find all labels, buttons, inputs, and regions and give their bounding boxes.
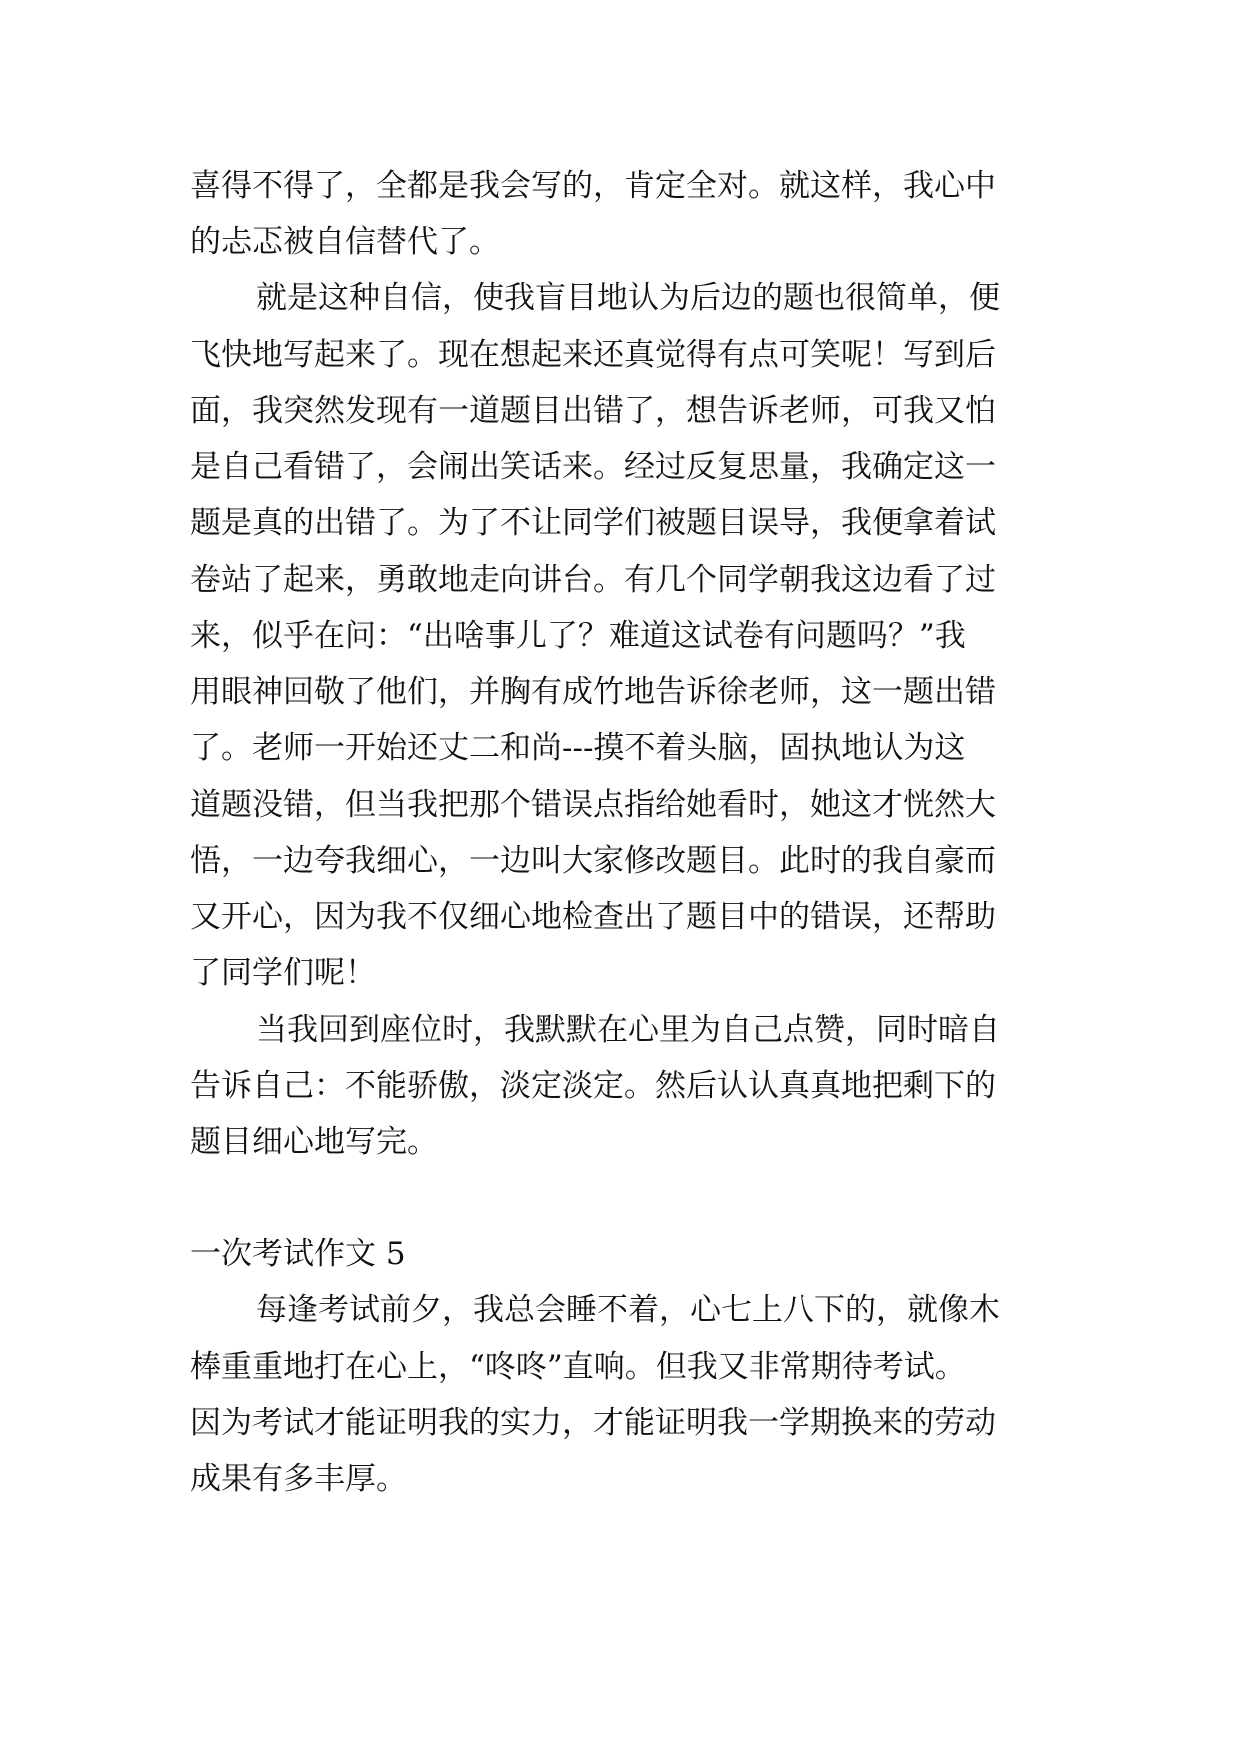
paragraph-line: 悟，一边夸我细心，一边叫大家修改题目。此时的我自豪而: [190, 843, 996, 879]
paragraph-line: 就是这种自信，使我盲目地认为后边的题也很简单，便: [256, 280, 1000, 316]
paragraph-line: 每逢考试前夕，我总会睡不着，心七上八下的，就像木: [256, 1292, 1000, 1328]
paragraph-line: 飞快地写起来了。现在想起来还真觉得有点可笑呢！写到后: [190, 337, 996, 373]
paragraph-line: 又开心，因为我不仅细心地检查出了题目中的错误，还帮助: [190, 899, 996, 935]
paragraph-line: 面，我突然发现有一道题目出错了，想告诉老师，可我又怕: [190, 393, 996, 429]
paragraph-line: 来，似乎在问：“出啥事儿了？难道这试卷有问题吗？”我: [190, 618, 966, 654]
paragraph-line: 告诉自己：不能骄傲，淡定淡定。然后认认真真地把剩下的: [190, 1068, 996, 1104]
paragraph-line: 的忐忑被自信替代了。: [190, 224, 500, 260]
paragraph-line: 题目细心地写完。: [190, 1124, 438, 1160]
paragraph-line: 棒重重地打在心上，“咚咚”直响。但我又非常期待考试。: [190, 1349, 966, 1385]
paragraph-line: 喜得不得了，全都是我会写的，肯定全对。就这样，我心中: [190, 168, 996, 204]
paragraph-line: 成果有多丰厚。: [190, 1461, 407, 1497]
paragraph-line: 是自己看错了，会闹出笑话来。经过反复思量，我确定这一: [190, 449, 996, 485]
paragraph-line: 道题没错，但当我把那个错误点指给她看时，她这才恍然大: [190, 787, 996, 823]
paragraph-line: 用眼神回敬了他们，并胸有成竹地告诉徐老师，这一题出错: [190, 674, 996, 710]
paragraph-line: 当我回到座位时，我默默在心里为自己点赞，同时暗自: [256, 1012, 1000, 1048]
paragraph-line: 因为考试才能证明我的实力，才能证明我一学期换来的劳动: [190, 1405, 996, 1441]
paragraph-line: 了。老师一开始还丈二和尚---摸不着头脑，固执地认为这: [190, 730, 966, 766]
paragraph-line: 卷站了起来，勇敢地走向讲台。有几个同学朝我这边看了过: [190, 562, 996, 598]
paragraph-line: 了同学们呢！: [190, 955, 376, 991]
paragraph-line: 题是真的出错了。为了不让同学们被题目误导，我便拿着试: [190, 505, 996, 541]
section-heading: 一次考试作文 5: [190, 1236, 406, 1272]
